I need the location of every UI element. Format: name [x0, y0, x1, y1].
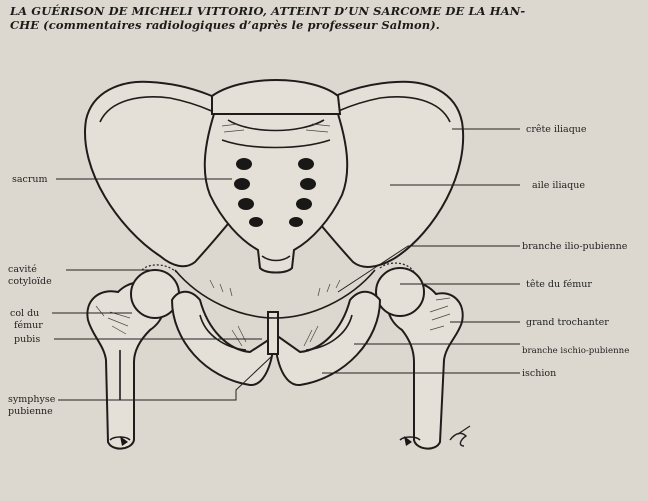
- label-ilio: branche ilio-pubienne: [522, 241, 628, 252]
- caption-line-1: LA GUÉRISON DE MICHELI VITTORIO, ATTEINT D’UN SARCOME DE LA HAN-: [10, 4, 526, 18]
- label-tete: tête du fémur: [526, 279, 592, 290]
- label-crete: crête iliaque: [526, 124, 587, 135]
- label-symphyse-1: symphyse: [8, 394, 56, 405]
- pubic-loop: [172, 292, 380, 385]
- right-femur: [376, 268, 463, 449]
- caption-line-2: CHE (commentaires radiologiques d’après le professeur Salmon).: [10, 18, 440, 32]
- label-col-1: col du: [10, 308, 40, 319]
- label-cavite-2: cotyloïde: [8, 276, 52, 287]
- label-pubis: pubis: [14, 334, 41, 345]
- right-femur-head: [376, 268, 424, 316]
- label-sacrum: sacrum: [12, 174, 48, 185]
- label-aile: aile iliaque: [532, 180, 585, 191]
- label-ischio: branche ischio-pubienne: [522, 346, 630, 356]
- label-trochanter: grand trochanter: [526, 317, 609, 328]
- artist-signature: [450, 426, 470, 446]
- label-symphyse-2: pubienne: [8, 406, 53, 417]
- left-femur: [87, 270, 179, 449]
- pelvic-brim: [175, 270, 375, 318]
- label-col-2: fémur: [14, 320, 43, 331]
- brim-hatching: [210, 280, 340, 296]
- label-cavite-1: cavité: [8, 264, 37, 275]
- label-ischion: ischion: [522, 368, 557, 379]
- sacrum: [205, 80, 347, 273]
